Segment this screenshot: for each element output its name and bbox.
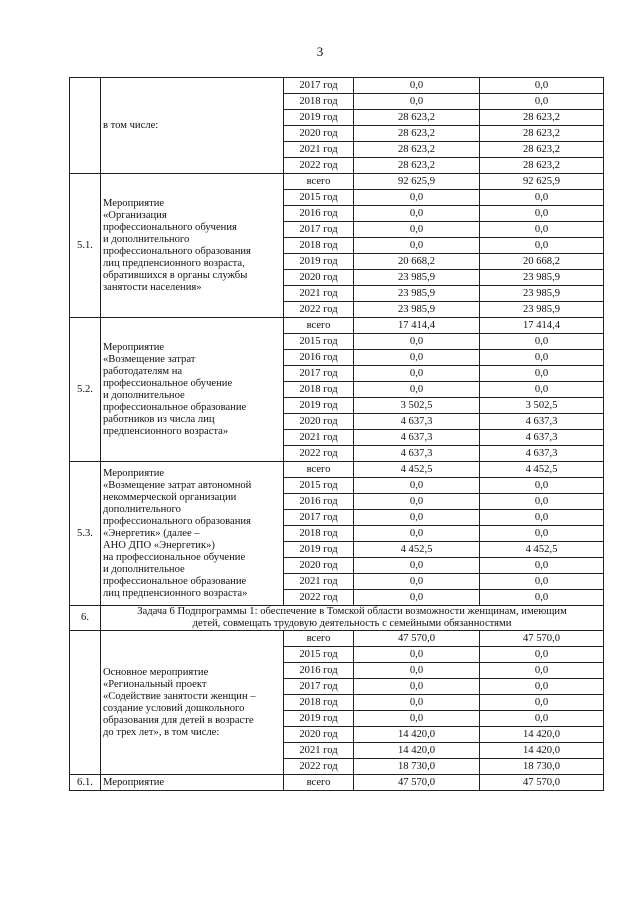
item-description: в том числе:	[101, 78, 284, 174]
amount-total-cell: 0,0	[354, 382, 480, 398]
amount-source-cell: 0,0	[480, 222, 604, 238]
table-row	[70, 775, 604, 791]
amount-source-cell: 23 985,9	[480, 302, 604, 318]
program-funding-table	[69, 77, 604, 791]
amount-total-cell: 14 420,0	[354, 743, 480, 759]
item-number: 5.2.	[70, 318, 101, 462]
table-row	[70, 318, 604, 334]
amount-total-cell: 4 637,3	[354, 446, 480, 462]
amount-source-cell: 0,0	[480, 382, 604, 398]
page-number: 3	[316, 44, 324, 59]
year-cell: 2017 год	[284, 366, 354, 382]
amount-source-cell: 3 502,5	[480, 398, 604, 414]
item-description: Мероприятие «Возмещение затрат работодателям на профессиональное обучение и дополнительное профессиональное образование работников из числа лиц предпенсионного возраста»	[101, 318, 284, 462]
year-cell: 2018 год	[284, 382, 354, 398]
amount-source-cell: 0,0	[480, 206, 604, 222]
amount-source-cell: 0,0	[480, 366, 604, 382]
amount-total-cell: 0,0	[354, 663, 480, 679]
amount-total-cell: 28 623,2	[354, 158, 480, 174]
year-cell: 2022 год	[284, 302, 354, 318]
amount-source-cell: 23 985,9	[480, 286, 604, 302]
amount-total-cell: 47 570,0	[354, 775, 480, 791]
amount-source-cell: 14 420,0	[480, 743, 604, 759]
amount-source-cell: 0,0	[480, 526, 604, 542]
year-cell: 2016 год	[284, 206, 354, 222]
amount-total-cell: 23 985,9	[354, 270, 480, 286]
year-cell: 2020 год	[284, 126, 354, 142]
item-number: 5.3.	[70, 462, 101, 606]
amount-total-cell: 0,0	[354, 711, 480, 727]
amount-total-cell: 0,0	[354, 574, 480, 590]
amount-total-cell: 92 625,9	[354, 174, 480, 190]
amount-source-cell: 47 570,0	[480, 631, 604, 647]
amount-source-cell: 4 637,3	[480, 414, 604, 430]
year-cell: 2022 год	[284, 158, 354, 174]
amount-source-cell: 0,0	[480, 695, 604, 711]
amount-source-cell: 0,0	[480, 574, 604, 590]
item-number: 6.1.	[70, 775, 101, 791]
item-number	[70, 78, 101, 174]
year-cell: 2018 год	[284, 695, 354, 711]
amount-total-cell: 47 570,0	[354, 631, 480, 647]
year-cell: 2018 год	[284, 526, 354, 542]
amount-total-cell: 4 637,3	[354, 430, 480, 446]
year-cell: всего	[284, 174, 354, 190]
amount-source-cell: 0,0	[480, 478, 604, 494]
amount-source-cell: 0,0	[480, 238, 604, 254]
year-cell: 2021 год	[284, 743, 354, 759]
amount-source-cell: 0,0	[480, 94, 604, 110]
year-cell: 2019 год	[284, 542, 354, 558]
amount-total-cell: 0,0	[354, 510, 480, 526]
year-cell: 2022 год	[284, 759, 354, 775]
amount-total-cell: 0,0	[354, 558, 480, 574]
year-cell: 2021 год	[284, 286, 354, 302]
amount-total-cell: 20 668,2	[354, 254, 480, 270]
item-description: Мероприятие «Организация профессионального обучения и дополнительного профессионального образования лиц предпенсионного возраста, обратившихся в органы службы занятости населения»	[101, 174, 284, 318]
year-cell: 2020 год	[284, 414, 354, 430]
table-row	[70, 631, 604, 647]
amount-total-cell: 0,0	[354, 679, 480, 695]
amount-source-cell: 0,0	[480, 711, 604, 727]
amount-total-cell: 0,0	[354, 350, 480, 366]
amount-total-cell: 0,0	[354, 695, 480, 711]
amount-total-cell: 0,0	[354, 494, 480, 510]
amount-source-cell: 28 623,2	[480, 158, 604, 174]
amount-source-cell: 4 637,3	[480, 446, 604, 462]
item-number	[70, 631, 101, 775]
amount-total-cell: 23 985,9	[354, 302, 480, 318]
table-row	[70, 174, 604, 190]
year-cell: 2018 год	[284, 94, 354, 110]
item-description: Мероприятие «Возмещение затрат автономной некоммерческой организации дополнительного профессионального образования «Энергетик» (далее – АНО ДПО «Энергетик») на профессиональное обучение и дополнительное профессиональное образование лиц предпенсионного возраста»	[101, 462, 284, 606]
task-number: 6.	[70, 606, 101, 631]
amount-total-cell: 0,0	[354, 478, 480, 494]
year-cell: 2020 год	[284, 270, 354, 286]
amount-source-cell: 0,0	[480, 590, 604, 606]
year-cell: 2022 год	[284, 446, 354, 462]
year-cell: 2017 год	[284, 222, 354, 238]
year-cell: всего	[284, 631, 354, 647]
item-description: Основное мероприятие «Региональный проект «Содействие занятости женщин – создание условий дошкольного образования для детей в возрасте до трех лет», в том числе:	[101, 631, 284, 775]
amount-total-cell: 3 502,5	[354, 398, 480, 414]
amount-total-cell: 28 623,2	[354, 126, 480, 142]
amount-total-cell: 28 623,2	[354, 110, 480, 126]
amount-source-cell: 28 623,2	[480, 126, 604, 142]
amount-total-cell: 0,0	[354, 78, 480, 94]
year-cell: 2015 год	[284, 647, 354, 663]
year-cell: всего	[284, 318, 354, 334]
year-cell: 2020 год	[284, 558, 354, 574]
amount-source-cell: 0,0	[480, 78, 604, 94]
year-cell: 2017 год	[284, 679, 354, 695]
amount-total-cell: 0,0	[354, 238, 480, 254]
amount-source-cell: 47 570,0	[480, 775, 604, 791]
amount-source-cell: 0,0	[480, 558, 604, 574]
amount-total-cell: 0,0	[354, 222, 480, 238]
amount-source-cell: 14 420,0	[480, 727, 604, 743]
amount-source-cell: 4 637,3	[480, 430, 604, 446]
amount-source-cell: 0,0	[480, 647, 604, 663]
year-cell: 2016 год	[284, 494, 354, 510]
year-cell: 2022 год	[284, 590, 354, 606]
amount-total-cell: 0,0	[354, 647, 480, 663]
amount-source-cell: 0,0	[480, 190, 604, 206]
amount-total-cell: 23 985,9	[354, 286, 480, 302]
amount-source-cell: 0,0	[480, 350, 604, 366]
amount-total-cell: 4 452,5	[354, 462, 480, 478]
year-cell: 2015 год	[284, 478, 354, 494]
year-cell: 2017 год	[284, 78, 354, 94]
amount-source-cell: 0,0	[480, 663, 604, 679]
amount-total-cell: 4 637,3	[354, 414, 480, 430]
year-cell: 2015 год	[284, 190, 354, 206]
year-cell: 2021 год	[284, 574, 354, 590]
year-cell: 2015 год	[284, 334, 354, 350]
amount-total-cell: 18 730,0	[354, 759, 480, 775]
amount-source-cell: 0,0	[480, 679, 604, 695]
year-cell: 2016 год	[284, 350, 354, 366]
amount-total-cell: 14 420,0	[354, 727, 480, 743]
year-cell: 2021 год	[284, 142, 354, 158]
year-cell: 2017 год	[284, 510, 354, 526]
amount-source-cell: 28 623,2	[480, 142, 604, 158]
year-cell: 2021 год	[284, 430, 354, 446]
table-row	[70, 78, 604, 94]
amount-source-cell: 20 668,2	[480, 254, 604, 270]
amount-total-cell: 0,0	[354, 190, 480, 206]
amount-total-cell: 0,0	[354, 334, 480, 350]
year-cell: всего	[284, 775, 354, 791]
amount-source-cell: 28 623,2	[480, 110, 604, 126]
amount-total-cell: 0,0	[354, 94, 480, 110]
year-cell: 2019 год	[284, 254, 354, 270]
amount-total-cell: 0,0	[354, 526, 480, 542]
amount-total-cell: 4 452,5	[354, 542, 480, 558]
amount-source-cell: 0,0	[480, 494, 604, 510]
amount-total-cell: 0,0	[354, 366, 480, 382]
amount-source-cell: 4 452,5	[480, 542, 604, 558]
amount-source-cell: 23 985,9	[480, 270, 604, 286]
item-number: 5.1.	[70, 174, 101, 318]
year-cell: 2018 год	[284, 238, 354, 254]
year-cell: 2020 год	[284, 727, 354, 743]
amount-source-cell: 4 452,5	[480, 462, 604, 478]
year-cell: 2019 год	[284, 711, 354, 727]
year-cell: всего	[284, 462, 354, 478]
year-cell: 2019 год	[284, 398, 354, 414]
amount-source-cell: 0,0	[480, 510, 604, 526]
year-cell: 2019 год	[284, 110, 354, 126]
amount-total-cell: 17 414,4	[354, 318, 480, 334]
item-description: Мероприятие	[101, 775, 284, 791]
amount-total-cell: 0,0	[354, 206, 480, 222]
amount-total-cell: 0,0	[354, 590, 480, 606]
table-row	[70, 462, 604, 478]
amount-source-cell: 92 625,9	[480, 174, 604, 190]
amount-source-cell: 18 730,0	[480, 759, 604, 775]
task-row	[70, 606, 604, 631]
year-cell: 2016 год	[284, 663, 354, 679]
amount-source-cell: 0,0	[480, 334, 604, 350]
amount-total-cell: 28 623,2	[354, 142, 480, 158]
task-title: Задача 6 Подпрограммы 1: обеспечение в Томской области возможности женщинам, имеющим детей, совмещать трудовую деятельность с семейными обязанностями	[101, 606, 604, 631]
amount-source-cell: 17 414,4	[480, 318, 604, 334]
